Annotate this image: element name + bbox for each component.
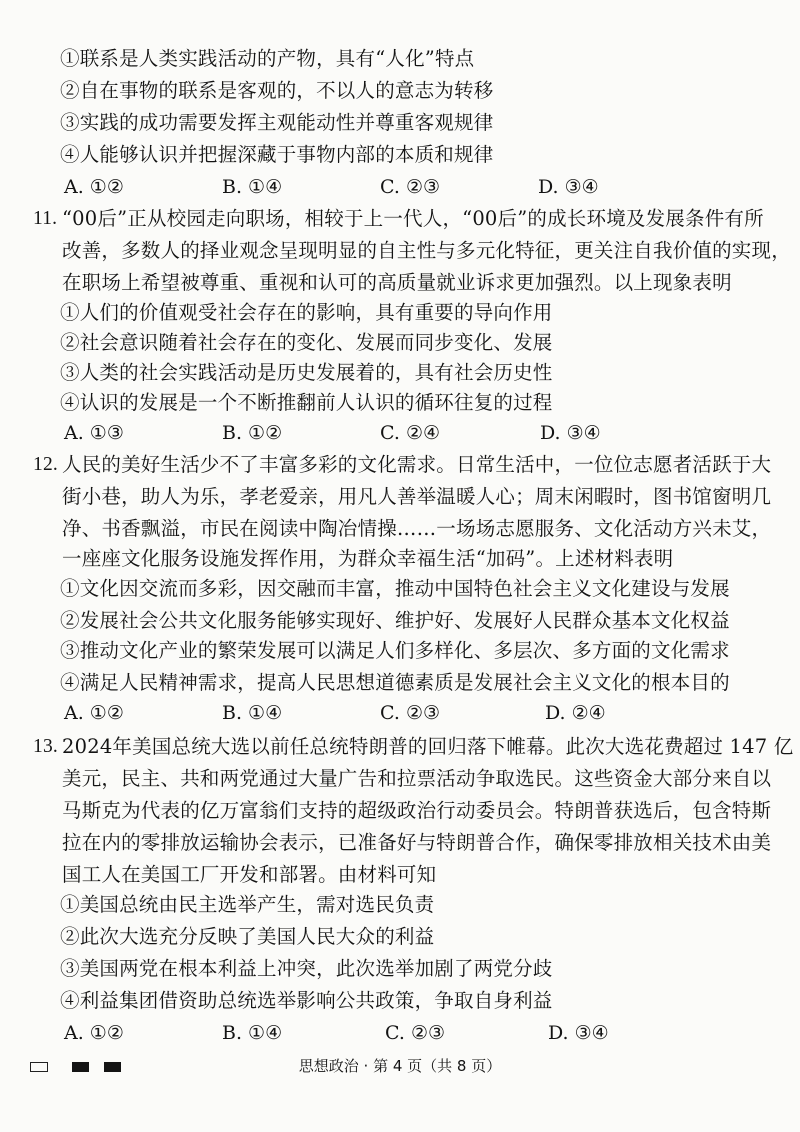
- q12-item-2: ②发展社会公共文化服务能够实现好、维护好、发展好人民群众基本文化权益: [60, 609, 730, 632]
- q10-item-3: ③实践的成功需要发挥主观能动性并尊重客观规律: [60, 111, 494, 134]
- q12-option-a: A. ①②: [64, 702, 124, 724]
- q11-option-c: C. ②④: [380, 422, 441, 444]
- q10-option-a: A. ①②: [64, 176, 124, 198]
- q10-item-1: ①联系是人类实践活动的产物，具有“人化”特点: [60, 47, 475, 70]
- q12-option-c: C. ②③: [380, 702, 441, 724]
- page-footer: 思想政治 · 第 4 页（共 8 页）: [298, 1057, 502, 1075]
- q11-stem-line-3: 在职场上希望被尊重、重视和认可的高质量就业诉求更加强烈。以上现象表明: [62, 271, 732, 294]
- q10-option-d: D. ③④: [538, 176, 599, 198]
- q12-item-1: ①文化因交流而多彩，因交融而丰富，推动中国特色社会主义文化建设与发展: [60, 577, 730, 600]
- q13-stem-line-2: 美元，民主、共和两党通过大量广告和拉票活动争取选民。这些资金大部分来自以: [62, 767, 772, 790]
- q13-stem-line-3: 马斯克为代表的亿万富翁们支持的超级政治行动委员会。特朗普获选后，包含特斯: [62, 799, 772, 822]
- q10-item-2: ②自在事物的联系是客观的，不以人的意志为转移: [60, 79, 494, 102]
- q11-item-3: ③人类的社会实践活动是历史发展着的，具有社会历史性: [60, 361, 553, 384]
- q13-stem-line-5: 国工人在美国工厂开发和部署。由材料可知: [62, 863, 437, 886]
- q11-option-b: B. ①②: [222, 422, 283, 444]
- q13-stem-line-1: 2024年美国总统大选以前任总统特朗普的回归落下帷幕。此次大选花费超过 147 亿: [62, 735, 794, 758]
- q13-item-2: ②此次大选充分反映了美国人民大众的利益: [60, 925, 435, 948]
- q13-item-4: ④利益集团借资助总统选举影响公共政策，争取自身利益: [60, 989, 553, 1012]
- q13-stem-line-4: 拉在内的零排放运输协会表示，已准备好与特朗普合作，确保零排放相关技术由美: [62, 831, 772, 854]
- q10-item-4: ④人能够认识并把握深藏于事物内部的本质和规律: [60, 143, 494, 166]
- q12-stem-line-2: 街小巷，助人为乐，孝老爱亲，用凡人善举温暖人心；周末闲暇时，图书馆窗明几: [62, 485, 772, 508]
- q12-stem-line-1: 人民的美好生活少不了丰富多彩的文化需求。日常生活中，一位位志愿者活跃于大: [62, 453, 772, 476]
- q12-stem-line-3: 净、书香飘溢，市民在阅读中陶冶情操……一场场志愿服务、文化活动方兴未艾，: [62, 517, 772, 540]
- q13-option-c: C. ②③: [385, 1022, 446, 1044]
- q13-item-3: ③美国两党在根本利益上冲突，此次选举加剧了两党分歧: [60, 957, 553, 980]
- q12-number: 12.: [33, 454, 58, 475]
- q11-item-2: ②社会意识随着社会存在的变化、发展而同步变化、发展: [60, 331, 553, 354]
- q12-item-3: ③推动文化产业的繁荣发展可以满足人们多样化、多层次、多方面的文化需求: [60, 639, 730, 662]
- q11-option-d: D. ③④: [540, 422, 601, 444]
- q11-number: 11.: [33, 208, 58, 229]
- q13-number: 13.: [33, 736, 58, 757]
- q13-option-d: D. ③④: [548, 1022, 609, 1044]
- q12-option-b: B. ①④: [222, 702, 283, 724]
- q13-option-b: B. ①④: [222, 1022, 283, 1044]
- q11-item-1: ①人们的价值观受社会存在的影响，具有重要的导向作用: [60, 301, 553, 324]
- q12-option-d: D. ②④: [545, 702, 606, 724]
- q12-stem-line-4: 一座座文化服务设施发挥作用，为群众幸福生活“加码”。上述材料表明: [62, 547, 674, 570]
- q11-stem-line-1: “00后”正从校园走向职场，相较于上一代人，“00后”的成长环境及发展条件有所: [62, 207, 764, 230]
- q13-option-a: A. ①②: [64, 1022, 124, 1044]
- q11-item-4: ④认识的发展是一个不断推翻前人认识的循环往复的过程: [60, 391, 553, 414]
- q11-stem-line-2: 改善，多数人的择业观念呈现明显的自主性与多元化特征，更关注自我价值的实现，: [62, 239, 791, 262]
- q13-item-1: ①美国总统由民主选举产生，需对选民负责: [60, 893, 435, 916]
- q10-option-c: C. ②③: [380, 176, 441, 198]
- q11-option-a: A. ①③: [64, 422, 124, 444]
- q10-option-b: B. ①④: [222, 176, 283, 198]
- q12-item-4: ④满足人民精神需求，提高人民思想道德素质是发展社会主义文化的根本目的: [60, 671, 730, 694]
